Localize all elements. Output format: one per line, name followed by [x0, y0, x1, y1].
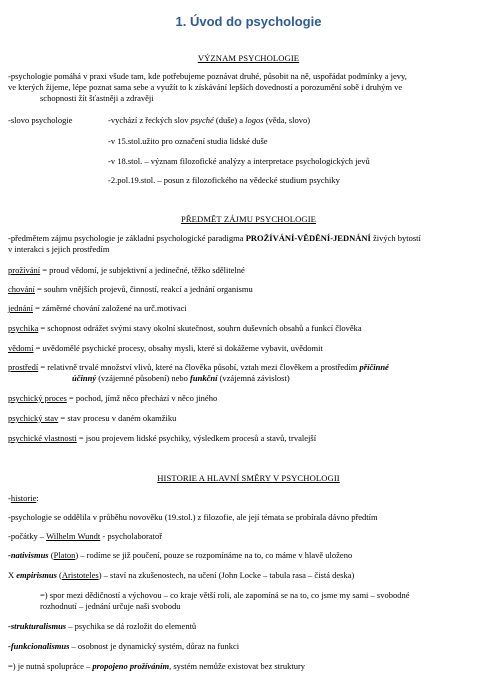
- historie-line-1: -psychologie se oddělila v průběhu novověku (19.stol.) z filozofie, ale její témata se probírala dávno předtím: [8, 512, 378, 522]
- definition-prostredi-line-2: [72, 373, 290, 384]
- history-text: , systém nemůže existovat bez struktury: [169, 661, 306, 671]
- history-text: =) je nutná spolupráce –: [8, 661, 93, 671]
- term-psychicke-vlastnosti: psychické vlastnosti: [8, 433, 77, 443]
- definition-text: (vzájemná závislost): [217, 373, 290, 383]
- origin-text: (duše) a: [213, 115, 246, 125]
- definition-prostredi: [8, 362, 490, 373]
- definition-text: = pochod, jímž něco přechází v něco jiného: [66, 393, 218, 403]
- vyznam-paragraph-line-3: schopnosti žít šťastněji a zdravěji: [40, 93, 154, 103]
- origin-row-2: -v 15.stol.užito pro označení studia lidské duše: [108, 136, 268, 146]
- definition-text: = relativně trvalé množství vlivů, které na člověka působí, vztah mezi člověkem a prostředím: [38, 362, 360, 372]
- historie-line-spor-2: rozhodnutí – jednání určuje naši svobodu: [40, 601, 181, 611]
- history-text: (: [48, 550, 54, 560]
- predmet-paragraph-line-2: v interakci s jejich prostředím: [8, 244, 110, 254]
- historie-line-strukturalismus: [8, 621, 490, 632]
- predmet-text: -předmětem zájmu psychologie je základní psychologické paradigma: [8, 233, 246, 243]
- definition-text: = záměrné chování založené na urč.motivaci: [33, 303, 187, 313]
- definition-text: = uvědomělé psychické procesy, obsahy mysli, které si dokážeme vybavit, uvědomit: [33, 343, 323, 353]
- term-vedomi: vědomí: [8, 343, 34, 353]
- definition-psychika: [8, 323, 490, 334]
- origin-row-3: -v 18.stol. – význam filozofické analýzy a interpretace psychologických jevů: [108, 156, 370, 166]
- history-text: – psychika se dá rozložit do elementů: [66, 621, 197, 631]
- name-wundt: Wilhelm Wundt: [46, 531, 101, 541]
- historie-line-funkcionalismus: [8, 641, 490, 652]
- page-title: 1. Úvod do psychologie: [175, 14, 322, 29]
- definition-text: = schopnost odrážet svými stavy okolní skutečnost, souhrn duševních obsahů a funkcí člověka: [38, 323, 362, 333]
- predmet-text: živých bytostí: [370, 233, 421, 243]
- history-text: X: [8, 570, 17, 580]
- history-text: - psycholaboratoř: [100, 531, 163, 541]
- definition-psychicky-stav: [8, 413, 490, 424]
- vyznam-paragraph-line-1: -psychologie pomáhá v praxi všude tam, kde potřebujeme poznávat druhé, působit na ně, uspořádat podmínky a jevy,: [8, 71, 407, 81]
- term-empirismus: empirismus: [16, 570, 57, 580]
- historie-line-spor: =) spor mezi dědičností a výchovou – co kraje větší roli, ale zapomíná se na to, co jsme my sami – svobodné: [40, 590, 410, 600]
- historie-line-nativismus: [8, 550, 490, 561]
- term-funkcionalismus: -funkcionalismus: [8, 641, 70, 651]
- term-chovani: chování: [8, 284, 35, 294]
- term-prozivani: prožívání: [8, 265, 41, 275]
- definition-text: = jsou projevem lidské psychiky, výsledkem procesů a stavů, trvalejší: [76, 433, 317, 443]
- definition-text: = stav procesu v daném okamžiku: [58, 413, 177, 423]
- definition-chovani: [8, 284, 490, 295]
- definition-jednani: [8, 303, 490, 314]
- definition-text: (vzájemné působení) nebo: [96, 373, 191, 383]
- definition-text: = proud vědomí, je subjektivní a jedinečné, těžko sdělitelné: [40, 265, 245, 275]
- origin-row-1: [108, 115, 310, 126]
- definition-text: = souhrn vnějších projevů, činností, reakcí a jednání organismu: [34, 284, 253, 294]
- paradigm-term: PROŽÍVÁNÍ-VĚDĚNÍ-JEDNÁNÍ: [245, 233, 371, 243]
- origin-text: -vychází z řeckých slov: [108, 115, 191, 125]
- definition-vedomi: [8, 343, 490, 354]
- name-platon: Platon: [53, 550, 76, 560]
- historie-label: -historie:: [8, 493, 39, 503]
- term-psyche: psyché: [190, 115, 214, 125]
- history-text: -počátky –: [8, 531, 47, 541]
- historie-line-spoluprace: [8, 661, 490, 672]
- section-heading-vyznam: VÝZNAM PSYCHOLOGIE: [197, 53, 300, 63]
- term-psychicky-stav: psychický stav: [8, 413, 59, 423]
- term-logos: logos: [245, 115, 264, 125]
- term-pricinne: příčinné: [359, 362, 389, 372]
- history-text: (: [56, 570, 62, 580]
- term-jednani: jednání: [8, 303, 34, 313]
- definition-psychicke-vlastnosti: [8, 433, 490, 444]
- term-historie: historie: [10, 493, 37, 503]
- vyznam-paragraph-line-2: ve kterých žijeme, lépe poznat sama sebe a využít to k získávání lepších dovedností a porozumění sobě i druhým ve: [8, 82, 403, 92]
- history-text: ) – rodíme se již poučení, pouze se rozpomínáme na to, co máme v hlavě uloženo: [75, 550, 353, 560]
- section-heading-historie: HISTORIE A HLAVNÍ SMĚRY V PSYCHOLOGII: [157, 473, 340, 483]
- term-psychicky-proces: psychický proces: [8, 393, 67, 403]
- section-heading-predmet: PŘEDMĚT ZÁJMU PSYCHOLOGIE: [180, 214, 317, 224]
- history-text: – osobnost je dynamický systém, důraz na funkci: [69, 641, 240, 651]
- term-funkcni: funkční: [190, 373, 218, 383]
- term-propojeno: propojeno prožíváním: [92, 661, 170, 671]
- term-nativismus: -nativismus: [8, 550, 49, 560]
- historie-line-pocatky: [8, 531, 490, 542]
- origin-text: (věda, slovo): [263, 115, 311, 125]
- history-text: ) – staví na zkušenostech, na učení (John Locke – tabula rasa – čistá deska): [98, 570, 355, 580]
- predmet-paragraph-line-1: [8, 233, 490, 244]
- colon: :: [36, 493, 39, 503]
- slovo-psychologie-label: -slovo psychologie: [8, 115, 73, 125]
- historie-line-empirismus: [8, 570, 490, 581]
- name-aristoteles: Aristoteles: [61, 570, 99, 580]
- term-prostredi: prostředí: [8, 362, 39, 372]
- definition-psychicky-proces: [8, 393, 490, 404]
- origin-row-4: -2.pol.19.stol. – posun z filozofického na vědecké studium psychiky: [108, 175, 340, 185]
- term-ucinny: účinný: [72, 373, 97, 383]
- definition-prozivani: [8, 265, 490, 276]
- term-strukturalismus: -strukturalismus: [8, 621, 67, 631]
- term-psychika: psychika: [8, 323, 39, 333]
